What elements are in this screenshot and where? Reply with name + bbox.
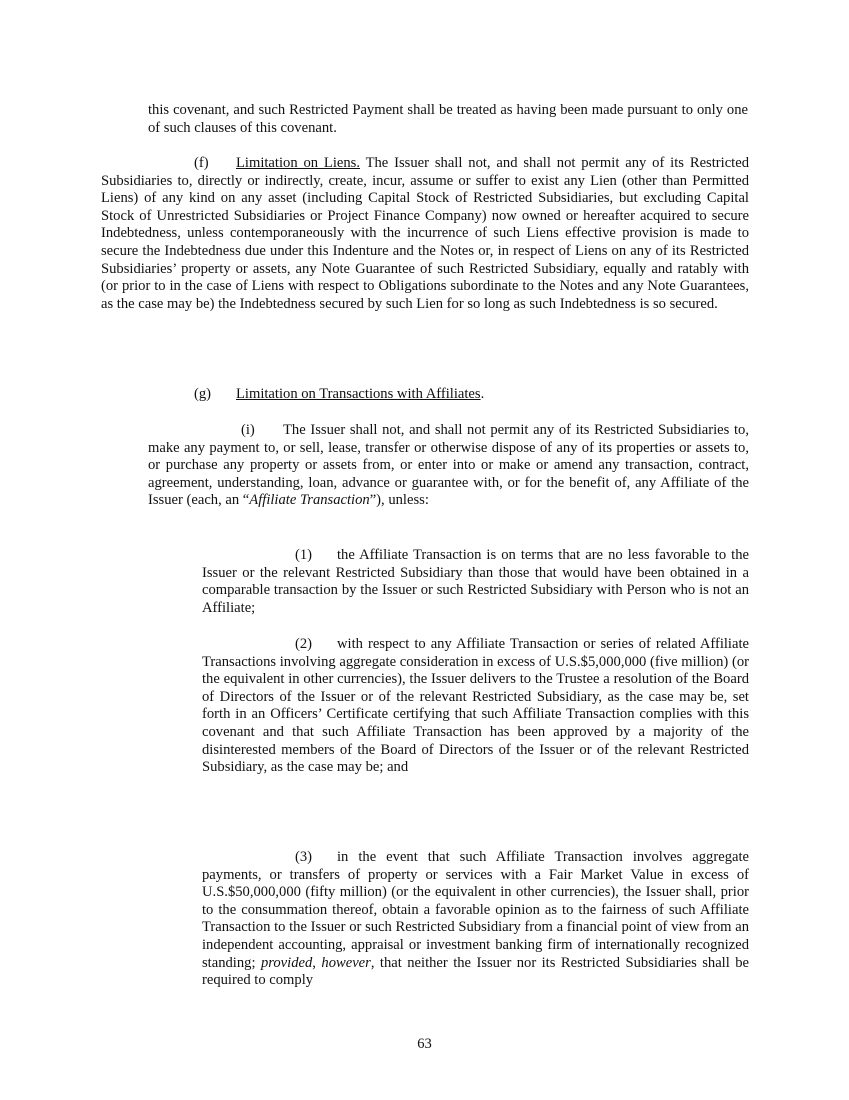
item-3-body-after: , that neither the Issuer nor its Restricted Subsidiaries shall be required to comply bbox=[202, 954, 749, 989]
section-f-body: The Issuer shall not, and shall not permit any of its Restricted Subsidiaries to, directly or indirectly, create, incur, assume or suffer to exist any Lien (other than Permitted Liens) of any kind on any asset (including Capital Stock of Restricted Subsidiaries, but excluding Capital Stock of Unrestricted Subsidiaries or Project Finance Company) now owned or hereafter acquired to secure Indebtedness, unless contemporaneously with the incurrence of such Liens effective provision is made to secure the Indebtedness due under this Indenture and the Notes or, in respect of Liens on any of its Restricted Subsidiaries’ property or assets, any Note Guarantee of such Restricted Subsidiary, equally and ratably with (or prior to in the case of Liens with respect to Obligations subordinate to the Notes and any Note Guarantees, as the case may be) the Indebtedness secured by such Lien for so long as such Indebtedness is so secured. bbox=[101, 155, 749, 312]
item-1-paragraph bbox=[202, 547, 749, 617]
section-g-period: . bbox=[480, 386, 485, 402]
clause-i-body-after: ”), unless: bbox=[369, 492, 429, 509]
section-g-heading-line bbox=[194, 386, 749, 404]
clause-i-number: (i) bbox=[241, 422, 255, 438]
item-3-comma: , bbox=[312, 954, 322, 971]
item-2-body: with respect to any Affiliate Transaction or series of related Affiliate Transactions involving aggregate consideration in excess of U.S.$5,000,000 (five million) (or the equivalent in other currencies), the Issuer delivers to the Trustee a resolution of the Board of Directors of the Issuer or of the relevant Restricted Subsidiary, as the case may be, set forth in an Officers’ Certificate certifying that such Affiliate Transaction complies with this covenant and that such Affiliate Transaction has been approved by a majority of the disinterested members of the Board of Directors of the Issuer or of the relevant Restricted Subsidiary, as the case may be; and bbox=[202, 636, 749, 776]
section-f-heading: Limitation on Liens. bbox=[236, 155, 360, 171]
item-3-paragraph bbox=[202, 849, 749, 990]
item-3-however: however bbox=[321, 954, 371, 971]
clause-i-paragraph bbox=[148, 422, 749, 510]
section-g-number: (g) bbox=[194, 386, 212, 402]
section-g-heading: Limitation on Transactions with Affiliates bbox=[236, 386, 481, 402]
item-1-number: (1) bbox=[295, 547, 313, 563]
item-3-number: (3) bbox=[295, 849, 313, 865]
continuation-paragraph: this covenant, and such Restricted Payment shall be treated as having been made pursuant to only one of such clauses of this covenant. bbox=[148, 102, 748, 136]
clause-i-defined-term: Affiliate Transaction bbox=[249, 492, 370, 509]
item-1-body: the Affiliate Transaction is on terms that are no less favorable to the Issuer or the relevant Restricted Subsidiary than those that would have been obtained in a comparable transaction by the Issuer or such Restricted Subsidiary with Person who is not an Affiliate; bbox=[202, 547, 749, 616]
item-3-body-before: in the event that such Affiliate Transaction involves aggregate payments, or transfers of property or services with a Fair Market Value in excess of U.S.$50,000,000 (fifty million) (or the equivalent in other currencies), the Issuer shall, prior to the consummation thereof, obtain a favorable opinion as to the fairness of such Affiliate Transaction to the Issuer or such Restricted Subsidiary from a financial point of view from an independent accounting, appraisal or investment banking firm of internationally recognized standing; bbox=[202, 849, 749, 971]
item-2-paragraph bbox=[202, 636, 749, 777]
item-2-number: (2) bbox=[295, 636, 313, 652]
section-f-paragraph bbox=[101, 155, 749, 313]
page-number: 63 bbox=[417, 1036, 432, 1052]
clause-i-body-before: The Issuer shall not, and shall not permit any of its Restricted Subsidiaries to, make any payment to, or sell, lease, transfer or otherwise dispose of any of its properties or assets to, or purchase any property or assets from, or enter into or make or amend any transaction, contract, agreement, understanding, loan, advance or guarantee with, or for the benefit of, any Affiliate of the Issuer (each, an “ bbox=[148, 422, 749, 509]
item-3-provided: provided bbox=[260, 954, 313, 971]
section-f-number: (f) bbox=[194, 155, 209, 171]
